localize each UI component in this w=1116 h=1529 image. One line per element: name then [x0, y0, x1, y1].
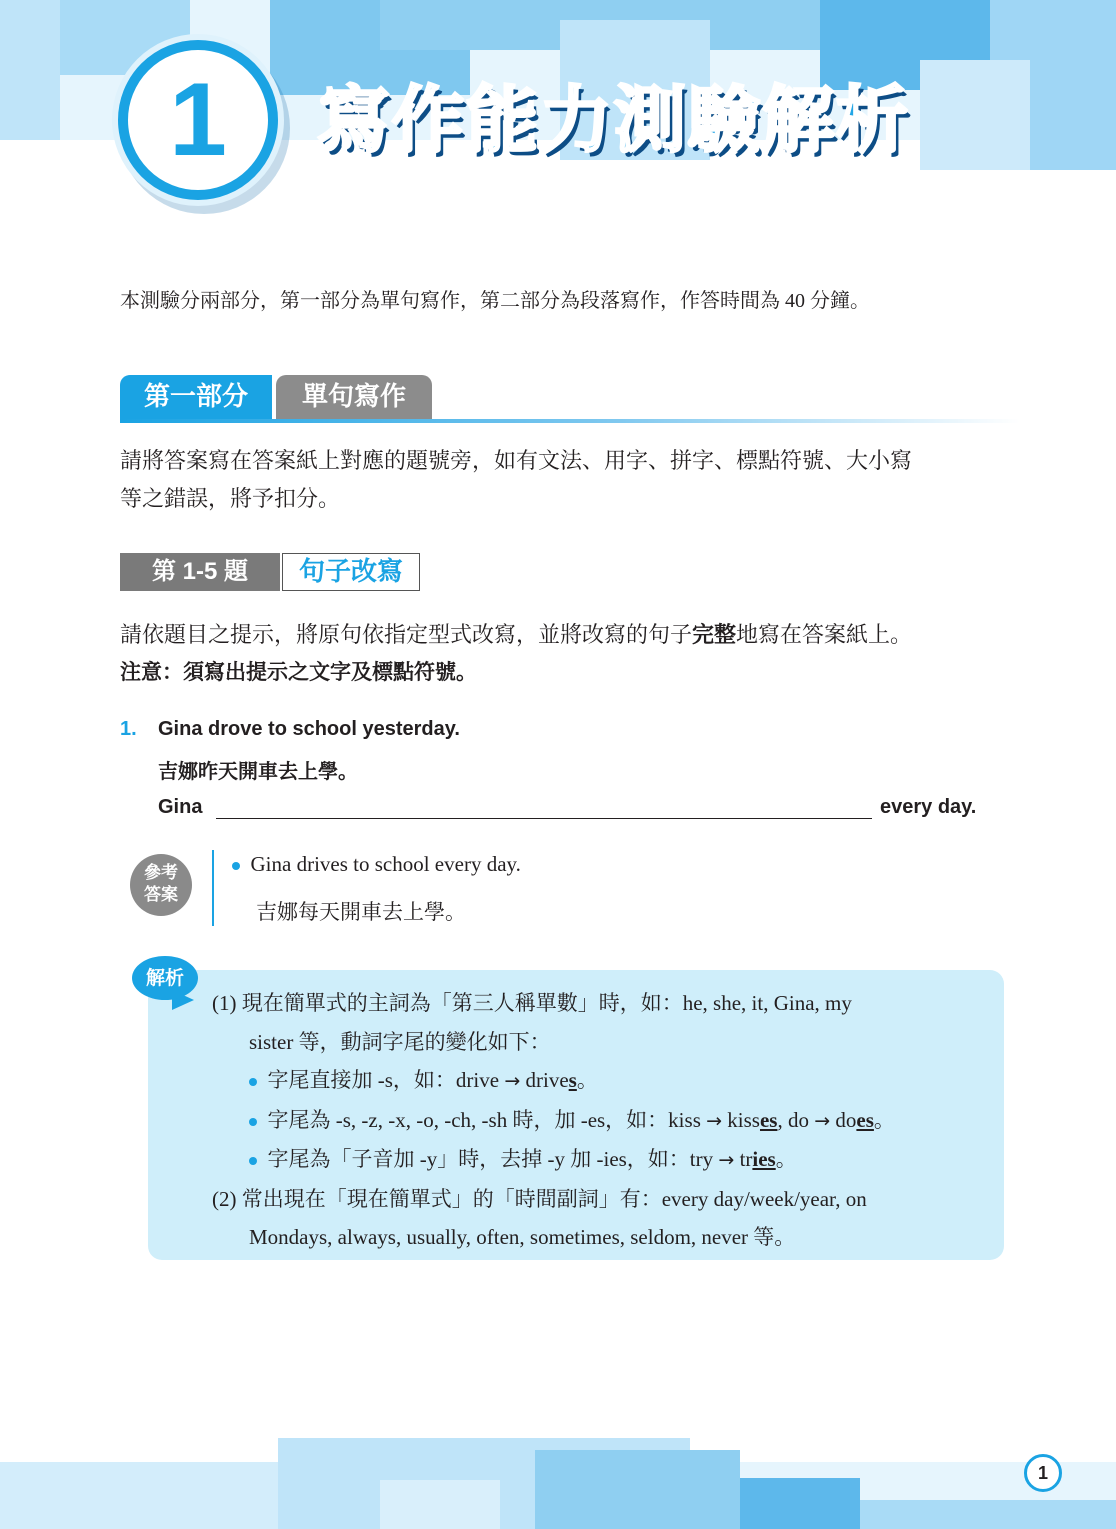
bullet-item	[212, 1140, 992, 1180]
result-suffix: es	[759, 1107, 778, 1132]
page-title: 寫作能力測驗解析	[318, 78, 911, 162]
result-stem: kiss	[722, 1107, 760, 1132]
result-stem: do	[830, 1107, 857, 1132]
instruction-line: 等之錯誤，將予扣分。	[120, 486, 341, 511]
section-label: 第 1-5 題	[120, 553, 280, 591]
explanation-line: (2) 常出現在「現在簡單式」的「時間副詞」有：every day/week/year, on	[212, 1186, 867, 1211]
explanation-line: sister 等，動詞字尾的變化如下：	[249, 1029, 551, 1054]
badge-line: 答案	[144, 885, 178, 905]
instruction-post: 地寫在答案紙上。	[736, 622, 913, 647]
intro-text: 本測驗分兩部分，第一部分為單句寫作，第二部分為段落寫作，作答時間為 40 分鐘。	[120, 290, 870, 312]
bullet-icon	[232, 862, 240, 870]
bullet-end: 。	[775, 1147, 797, 1171]
bullet-icon	[249, 1118, 257, 1126]
explanation-line: (1) 現在簡單式的主詞為「第三人稱單數」時，如：he, she, it, Gina, my	[212, 991, 852, 1015]
answer-chinese: 吉娜每天開車去上學。	[256, 900, 466, 924]
question-chinese: 吉娜昨天開車去上學。	[158, 759, 358, 783]
chapter-number: 1	[169, 62, 227, 178]
answer-blank-line	[216, 818, 872, 819]
reference-answer-badge	[130, 854, 192, 916]
right-arrow-icon: →	[718, 1149, 735, 1171]
instruction-line: 請將答案寫在答案紙上對應的題號旁，如有文法、用字、拼字、標點符號、大小寫	[120, 448, 913, 473]
part-one-label: 第一部分	[120, 375, 272, 419]
section-instruction	[120, 616, 912, 654]
bullet-icon	[249, 1078, 257, 1086]
instruction-pre: 請依題目之提示，將原句依指定型式改寫，並將改寫的句子	[120, 622, 693, 647]
result-stem: drive	[520, 1068, 569, 1092]
bullet-icon	[249, 1157, 257, 1165]
explanation-badge: 解析	[132, 956, 198, 1000]
bullet-text: 字尾為「子音加 -y」時，去掉 -y 加 -ies，如：try	[267, 1147, 714, 1171]
result-suffix: s	[568, 1068, 577, 1092]
part-one-divider	[120, 419, 1020, 423]
answer-english	[232, 852, 521, 877]
instruction-bold: 完整	[692, 622, 737, 647]
bullet-end: 。	[873, 1107, 895, 1132]
right-arrow-icon: →	[504, 1070, 521, 1092]
part-one-title: 單句寫作	[276, 375, 432, 419]
bullet-mid: , do	[777, 1107, 809, 1132]
bullet-text: 字尾直接加 -s，如：drive	[267, 1068, 500, 1092]
section-note: 注意：須寫出提示之文字及標點符號。	[120, 660, 477, 684]
badge-line: 參考	[144, 863, 178, 883]
page-number: 1	[1024, 1454, 1062, 1492]
prompt-end: every day.	[880, 796, 977, 818]
result-suffix: es	[856, 1107, 874, 1132]
bullet-item	[212, 1101, 992, 1141]
right-arrow-icon: →	[706, 1109, 723, 1132]
result-stem: tr	[734, 1147, 753, 1171]
section-title: 句子改寫	[282, 553, 420, 591]
right-arrow-icon: →	[814, 1109, 831, 1132]
explanation-text	[212, 984, 992, 1257]
bullet-text: 字尾為 -s, -z, -x, -o, -ch, -sh 時，加 -es，如：kiss	[267, 1107, 701, 1132]
bullet-item	[212, 1061, 992, 1101]
result-suffix: ies	[752, 1147, 776, 1171]
answer-english-text: Gina drives to school every day.	[250, 852, 521, 876]
question-number: 1.	[120, 718, 137, 740]
explanation-line: Mondays, always, usually, often, sometimes, seldom, never 等。	[249, 1225, 796, 1249]
bullet-end: 。	[576, 1068, 598, 1092]
question-english: Gina drove to school yesterday.	[158, 718, 460, 740]
answer-divider	[212, 850, 214, 926]
prompt-start: Gina	[158, 796, 203, 818]
part-one-instruction	[120, 442, 1020, 518]
